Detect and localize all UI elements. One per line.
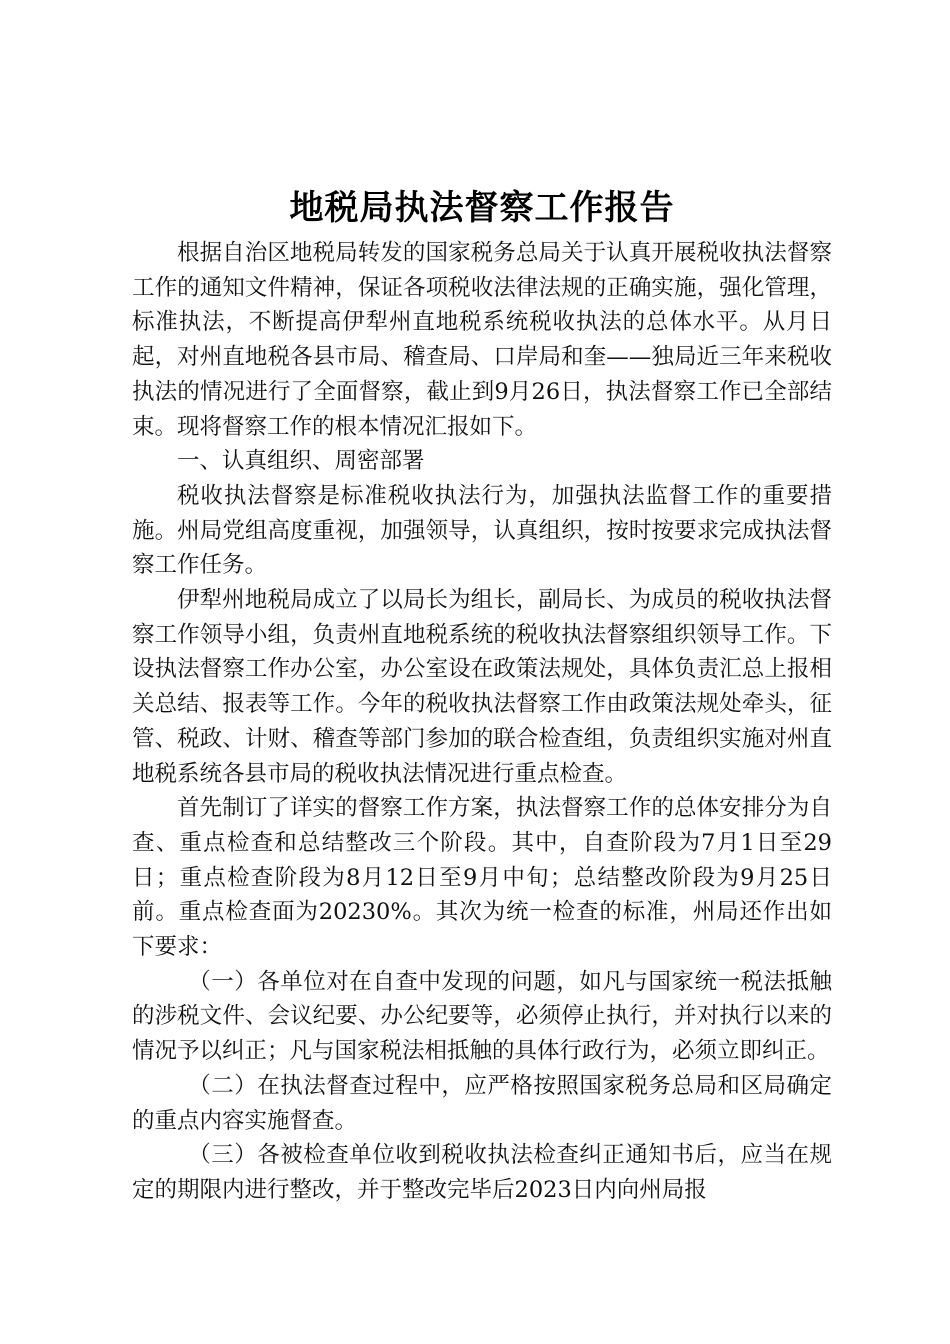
document-title: 地税局执法督察工作报告 <box>289 188 675 228</box>
list-item: （一）各单位对在自查中发现的问题，如凡与国家统一税法抵触的涉税文件、会议纪要、办公纪要等，必须停止执行，并对执行以来的情况予以纠正；凡与国家税法相抵触的具体行政行为，必须立即纠正。 <box>132 968 832 1065</box>
list-item: （二）在执法督查过程中，应严格按照国家税务总局和区局确定的重点内容实施督查。 <box>132 1072 832 1134</box>
body-paragraph: 税收执法督察是标准税收执法行为，加强执法监督工作的重要措施。州局党组高度重视，加强领导，认真组织，按时按要求完成执法督察工作任务。 <box>132 482 832 579</box>
body-paragraph: 伊犁州地税局成立了以局长为组长，副局长、为成员的税收执法督察工作领导小组，负责州直地税系统的税收执法督察组织领导工作。下设执法督察工作办公室，办公室设在政策法规处，具体负责汇总上报相关总结、报表等工作。今年的税收执法督察工作由政策法规处牵头，征管、税政、计财、稽查等部门参加的联合检查组，负责组织实施对州直地税系统各县市局的税收执法情况进行重点检查。 <box>132 587 832 787</box>
list-item: （三）各被检查单位收到税收执法检查纠正通知书后，应当在规定的期限内进行整改，并于整改完毕后2023日内向州局报 <box>132 1142 832 1203</box>
body-paragraph: 首先制订了详实的督察工作方案，执法督察工作的总体安排分为自查、重点检查和总结整改三个阶段。其中，自查阶段为7月1日至29日；重点检查阶段为8月12日至9月中旬；总结整改阶段为9月25日前。重点检查面为20230%。其次为统一检查的标准，州局还作出如下要求： <box>132 795 832 961</box>
intro-paragraph: 根据自治区地税局转发的国家税务总局关于认真开展税收执法督察工作的通知文件精神，保证各项税收法律法规的正确实施，强化管理，标准执法，不断提高伊犁州直地税系统税收执法的总体水平。从月日起，对州直地税各县市局、稽查局、口岸局和奎——独局近三年来税收执法的情况进行了全面督察，截止到9月26日，执法督察工作已全部结束。现将督察工作的根本情况汇报如下。 <box>132 240 832 440</box>
section-heading: 一、认真组织、周密部署 <box>177 448 425 475</box>
document-page <box>132 186 832 1208</box>
